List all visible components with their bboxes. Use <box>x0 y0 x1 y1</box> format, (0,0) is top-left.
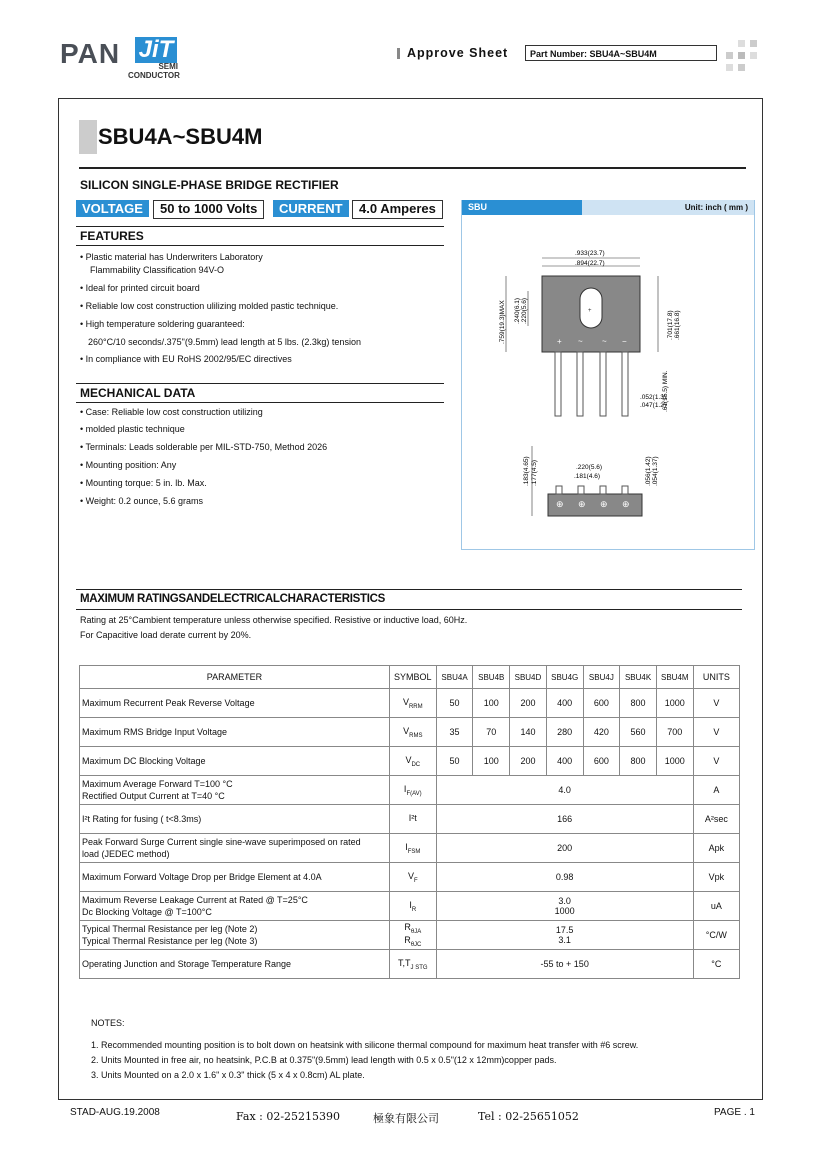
page-title: SBU4A~SBU4M <box>98 124 263 149</box>
param-cell <box>80 921 390 950</box>
notes-heading: NOTES: <box>91 1018 125 1028</box>
value-cell: 100 <box>473 747 510 776</box>
column-header: SBU4K <box>620 666 657 689</box>
table-row <box>80 950 740 979</box>
merged-value: 17.5 <box>555 925 574 935</box>
symbol-subscript: F(AV) <box>406 790 422 797</box>
symbol-subscript: θJA <box>410 929 422 935</box>
dim-label: .220(5.6) <box>576 464 603 471</box>
symbol-subscript: J STG <box>410 964 428 971</box>
symbol-text: R <box>404 935 411 945</box>
param-text: I²t Rating for fusing ( t<8.3ms) <box>82 814 202 824</box>
column-header: SBU4J <box>583 666 620 689</box>
dim-label: .933(23.7) <box>575 250 605 257</box>
param-text: Dc Blocking Voltage @ T=100°C <box>82 907 212 917</box>
symbol-cell <box>389 747 436 776</box>
column-header: SBU4A <box>436 666 473 689</box>
symbol-subscript: DC <box>411 761 421 768</box>
value-cell: 600 <box>583 747 620 776</box>
svg-text:⊕: ⊕ <box>622 499 630 509</box>
value-cell: 100 <box>473 689 510 718</box>
dim-label: .183(4.65) <box>523 456 530 486</box>
dim-label: .759(19.3)MAX <box>499 300 506 344</box>
merged-value-cell <box>436 805 693 834</box>
value-cell: 200 <box>510 689 547 718</box>
current-label: CURRENT <box>273 200 349 217</box>
pin-label: − <box>622 337 627 346</box>
merged-value-cell <box>436 834 693 863</box>
param-text: Maximum RMS Bridge Input Voltage <box>82 727 228 737</box>
svg-text:⊕: ⊕ <box>600 499 608 509</box>
ratings-rule-top <box>76 589 742 590</box>
unit-cell: V <box>693 747 739 776</box>
value-cell: 400 <box>546 747 583 776</box>
feature-item: • In compliance with EU RoHS 2002/95/EC directives <box>80 354 292 364</box>
table-row <box>80 892 740 921</box>
note-item: 3. Units Mounted on a 2.0 x 1.6" x 0.3" thick (5 x 4 x 0.8cm) AL plate. <box>91 1070 365 1080</box>
column-header: SBU4D <box>510 666 547 689</box>
param-text: Rectified Output Current at T=40 °C <box>82 791 225 801</box>
value-cell: 800 <box>620 747 657 776</box>
approve-sheet-label: Approve Sheet <box>407 46 509 60</box>
feature-item: • High temperature soldering guaranteed: <box>80 319 245 329</box>
mechanical-item: • Mounting position: Any <box>80 460 177 470</box>
symbol-cell <box>389 689 436 718</box>
merged-value-cell <box>436 776 693 805</box>
symbol-text: I <box>405 841 408 852</box>
symbol-subscript: R <box>411 906 417 913</box>
column-header: SYMBOL <box>389 666 436 689</box>
param-cell <box>80 776 390 805</box>
table-row <box>80 689 740 718</box>
column-header: SBU4G <box>546 666 583 689</box>
dim-label: .701(17.8) <box>667 310 674 340</box>
approve-bar <box>397 48 400 59</box>
feature-item: • Reliable low cost construction ulilizing molded pastic technique. <box>80 301 339 311</box>
table-row <box>80 747 740 776</box>
voltage-value: 50 to 1000 Volts <box>153 200 264 219</box>
symbol-text: R <box>404 922 411 933</box>
value-cell: 800 <box>620 689 657 718</box>
package-unit: Unit: inch ( mm ) <box>582 200 754 215</box>
footer-tel: Tel : 02-25651052 <box>478 1110 579 1123</box>
ratings-note: Rating at 25°Cambient temperature unless otherwise specified. Resistive or inductive load, 60Hz. <box>80 615 468 625</box>
symbol-text: I <box>403 783 407 794</box>
symbol-cell <box>389 805 436 834</box>
mechanical-rule-top <box>76 383 444 384</box>
logo-semi: SEMI <box>158 62 178 71</box>
symbol-text: V <box>407 870 414 881</box>
mechanical-item: • Case: Reliable low cost construction utilizing <box>80 407 263 417</box>
unit-cell: Apk <box>693 834 739 863</box>
param-cell <box>80 863 390 892</box>
param-cell <box>80 689 390 718</box>
footer-fax: Fax : 02-25215390 <box>236 1110 341 1123</box>
dim-label: .181(4.6) <box>574 473 601 480</box>
param-text: Maximum Reverse Leakage Current at Rated @ T=25°C <box>82 895 308 905</box>
symbol-cell <box>389 834 436 863</box>
pin-label: ~ <box>578 337 583 346</box>
column-header: UNITS <box>693 666 739 689</box>
mechanical-item: • molded plastic technique <box>80 424 185 434</box>
table-row <box>80 776 740 805</box>
value-cell: 200 <box>510 747 547 776</box>
ratings-heading: MAXIMUM RATINGSANDELECTRICALCHARACTERISTICS <box>80 593 386 605</box>
title-rule <box>79 167 746 169</box>
symbol-cell <box>389 921 436 950</box>
current-value: 4.0 Amperes <box>352 200 443 219</box>
param-text: Maximum Forward Voltage Drop per Bridge Element at 4.0A <box>82 872 322 882</box>
merged-value: 1000 <box>554 906 575 916</box>
table-row <box>80 834 740 863</box>
logo-subtitle <box>128 62 178 80</box>
value-cell: 560 <box>620 718 657 747</box>
unit-cell: A²sec <box>693 805 739 834</box>
subtitle: SILICON SINGLE-PHASE BRIDGE RECTIFIER <box>80 178 339 192</box>
dim-label: .056(1.42) <box>645 456 652 486</box>
param-text: Maximum Recurrent Peak Reverse Voltage <box>82 698 255 708</box>
param-cell <box>80 805 390 834</box>
pin-label: + <box>557 337 562 346</box>
value-cell: 70 <box>473 718 510 747</box>
value-cell: 1000 <box>656 689 693 718</box>
dim-label: .661(16.8) <box>674 310 681 340</box>
symbol-text: V <box>403 725 410 736</box>
merged-value-cell <box>436 892 693 921</box>
package-name: SBU <box>462 200 582 215</box>
dim-label: .052(1.3) <box>640 394 667 401</box>
merged-value: -55 to + 150 <box>540 959 589 969</box>
dim-label: .240(6.1) <box>514 297 521 324</box>
voltage-label: VOLTAGE <box>76 200 149 217</box>
column-header: SBU4B <box>473 666 510 689</box>
logo-pan: PAN <box>60 38 121 69</box>
note-item: 1. Recommended mounting position is to bolt down on heatsink with silicone thermal compound for maximum heat transfer with #6 screw. <box>91 1040 639 1050</box>
ratings-table <box>79 665 740 979</box>
value-cell: 140 <box>510 718 547 747</box>
table-row <box>80 805 740 834</box>
value-cell: 600 <box>583 689 620 718</box>
value-cell: 35 <box>436 718 473 747</box>
symbol-cell <box>389 892 436 921</box>
symbol-cell <box>389 776 436 805</box>
unit-cell: V <box>693 718 739 747</box>
merged-value: 200 <box>557 843 573 853</box>
svg-text:⊕: ⊕ <box>578 499 586 509</box>
table-row <box>80 921 740 950</box>
unit-cell: Vpk <box>693 863 739 892</box>
symbol-subscript: RMS <box>409 732 423 739</box>
param-text: Operating Junction and Storage Temperature Range <box>82 959 291 969</box>
param-cell <box>80 718 390 747</box>
feature-item: • Ideal for printed circuit board <box>80 283 200 293</box>
column-header: PARAMETER <box>80 666 390 689</box>
features-rule-top <box>76 226 444 227</box>
table-row <box>80 863 740 892</box>
merged-value: 166 <box>557 814 573 824</box>
mechanical-heading: MECHANICAL DATA <box>80 386 196 400</box>
symbol-text: I <box>409 899 412 910</box>
merged-value-cell <box>436 921 693 950</box>
unit-cell: °C <box>693 950 739 979</box>
symbol-cell <box>389 950 436 979</box>
svg-text:+: + <box>588 308 592 314</box>
merged-value: 0.98 <box>555 872 574 882</box>
dim-label: .047(1.2) <box>640 402 667 409</box>
decorative-grid-icon <box>726 40 762 76</box>
param-text: Maximum Average Forward T=100 °C <box>82 779 233 789</box>
feature-item: 260°C/10 seconds/.375"(9.5mm) lead length at 5 lbs. (2.3kg) tension <box>88 337 361 347</box>
value-cell: 1000 <box>656 747 693 776</box>
symbol-text: V <box>402 696 409 707</box>
unit-cell: A <box>693 776 739 805</box>
merged-value: 3.1 <box>558 935 571 945</box>
value-cell: 400 <box>546 689 583 718</box>
symbol-subscript: FSM <box>407 848 421 855</box>
param-text: Typical Thermal Resistance per leg (Note 3) <box>82 936 258 946</box>
package-drawing <box>462 216 754 548</box>
column-header: SBU4M <box>656 666 693 689</box>
dim-label: .220(5.6) <box>521 297 528 324</box>
feature-item: • Plastic material has Underwriters Laboratory <box>80 252 263 262</box>
symbol-subscript: F <box>413 877 418 884</box>
features-rule <box>76 245 444 246</box>
pin-label: ~ <box>602 337 607 346</box>
mechanical-item: • Mounting torque: 5 in. lb. Max. <box>80 478 207 488</box>
dim-label: .61(15.5) MIN. <box>662 370 669 412</box>
symbol-cell <box>389 718 436 747</box>
table-header-row <box>80 666 740 689</box>
mechanical-rule <box>76 402 444 403</box>
unit-cell: uA <box>693 892 739 921</box>
svg-text:⊕: ⊕ <box>556 499 564 509</box>
symbol-text: V <box>405 754 412 765</box>
logo-conductor: CONDUCTOR <box>128 71 180 80</box>
feature-item: Flammability Classification 94V-O <box>90 265 225 275</box>
title-accent <box>79 120 97 154</box>
param-cell <box>80 892 390 921</box>
unit-cell: °C/W <box>693 921 739 950</box>
ratings-rule <box>76 609 742 610</box>
features-heading: FEATURES <box>80 229 144 243</box>
symbol-subscript: θJC <box>410 941 422 948</box>
param-text: Typical Thermal Resistance per leg (Note 2) <box>82 924 258 934</box>
param-text: Maximum DC Blocking Voltage <box>82 756 206 766</box>
value-cell: 420 <box>583 718 620 747</box>
merged-value-cell <box>436 863 693 892</box>
logo-jit: JiT <box>135 37 177 63</box>
symbol-text: I²t <box>408 812 417 823</box>
footer-date: STAD-AUG.19.2008 <box>70 1107 160 1118</box>
table-row <box>80 718 740 747</box>
merged-value: 3.0 <box>558 896 571 906</box>
symbol-cell <box>389 863 436 892</box>
mechanical-item: • Weight: 0.2 ounce, 5.6 grams <box>80 496 204 506</box>
value-cell: 50 <box>436 689 473 718</box>
footer-page: PAGE . 1 <box>714 1107 755 1118</box>
symbol-subscript: RRM <box>408 703 423 710</box>
dim-label: .894(22.7) <box>575 260 605 267</box>
dim-label: .177(4.5) <box>531 459 538 486</box>
value-cell: 50 <box>436 747 473 776</box>
param-cell <box>80 834 390 863</box>
value-cell: 700 <box>656 718 693 747</box>
ratings-note: For Capacitive load derate current by 20%. <box>80 630 252 640</box>
merged-value: 4.0 <box>558 785 571 795</box>
part-number-box: Part Number: SBU4A~SBU4M <box>525 45 717 61</box>
dim-label: .054(1.37) <box>652 456 659 486</box>
value-cell: 280 <box>546 718 583 747</box>
param-cell <box>80 950 390 979</box>
param-cell <box>80 747 390 776</box>
mechanical-item: • Terminals: Leads solderable per MIL-STD-750, Method 2026 <box>80 442 328 452</box>
symbol-text: T,T <box>398 957 411 968</box>
unit-cell: V <box>693 689 739 718</box>
merged-value-cell <box>436 950 693 979</box>
param-text: load (JEDEC method) <box>82 849 170 859</box>
footer-company: 極象有限公司 <box>373 1112 439 1125</box>
param-text: Peak Forward Surge Current single sine-wave superimposed on rated <box>82 837 361 847</box>
note-item: 2. Units Mounted in free air, no heatsink, P.C.B at 0.375"(9.5mm) lead length with 0.5 x 0.5"(12 x 12mm)copper pads. <box>91 1055 557 1065</box>
